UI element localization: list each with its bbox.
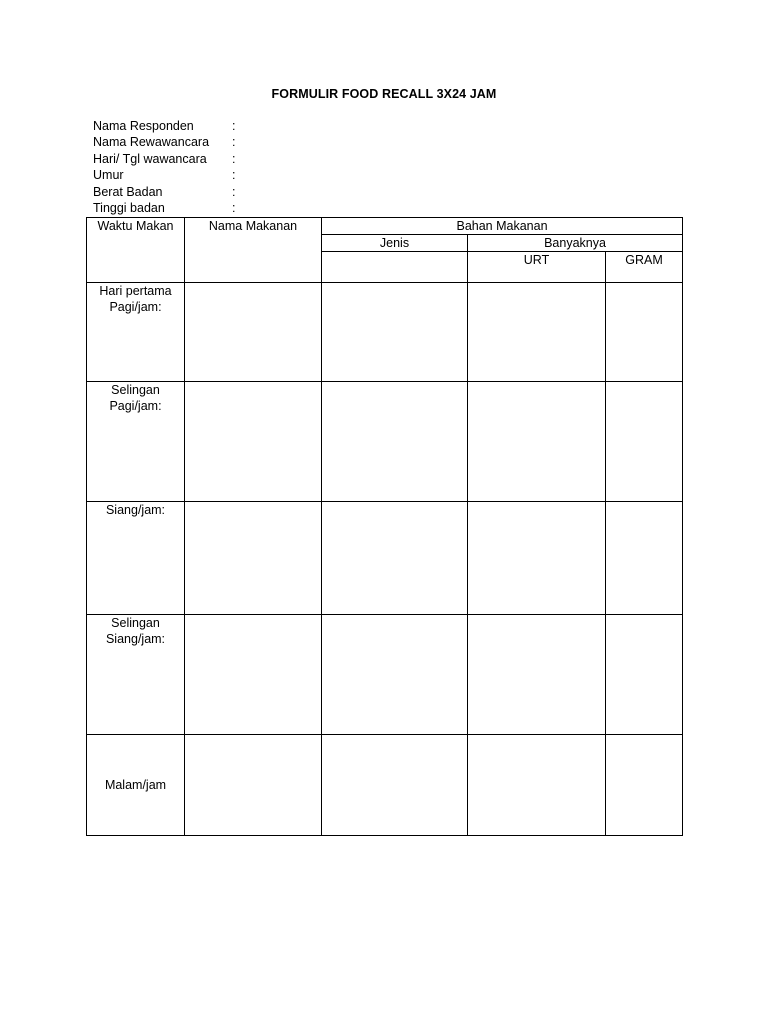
gram-cell[interactable] xyxy=(606,615,683,735)
info-row-nama-rewawancara xyxy=(93,134,393,150)
row-label-line: Hari pertama xyxy=(99,284,172,298)
row-label-line: Siang/jam: xyxy=(105,632,166,646)
urt-cell[interactable] xyxy=(468,283,606,382)
info-label: Nama Rewawancara xyxy=(93,135,210,150)
info-row-berat-badan xyxy=(93,184,393,200)
info-label: Tinggi badan xyxy=(93,200,165,215)
food-recall-table xyxy=(86,217,683,836)
header-banyaknya: Banyaknya xyxy=(468,235,683,252)
info-label: Hari/ Tgl wawancara xyxy=(93,151,207,166)
jenis-cell[interactable] xyxy=(322,735,468,836)
row-label-siang xyxy=(87,502,185,615)
jenis-cell[interactable] xyxy=(322,382,468,502)
row-label-line: Siang/jam: xyxy=(105,503,166,517)
row-label-hari-pertama xyxy=(87,283,185,382)
table-row xyxy=(87,502,683,615)
nama-makanan-cell[interactable] xyxy=(185,735,322,836)
info-row-hari-tgl xyxy=(93,151,393,167)
header-waktu-makan: Waktu Makan xyxy=(87,218,185,283)
info-colon: : xyxy=(232,200,236,215)
table-row xyxy=(87,283,683,382)
info-colon: : xyxy=(232,168,236,183)
form-title: FORMULIR FOOD RECALL 3X24 JAM xyxy=(271,87,497,101)
table-header-row xyxy=(87,218,683,235)
info-row-tinggi-badan xyxy=(93,200,393,216)
jenis-cell[interactable] xyxy=(322,502,468,615)
info-colon: : xyxy=(232,184,236,199)
jenis-empty-cell xyxy=(322,252,468,283)
header-gram: GRAM xyxy=(606,252,683,283)
table-row xyxy=(87,615,683,735)
gram-cell[interactable] xyxy=(606,382,683,502)
header-urt: URT xyxy=(468,252,606,283)
row-label-selingan-siang xyxy=(87,615,185,735)
info-label: Berat Badan xyxy=(93,184,163,199)
urt-cell[interactable] xyxy=(468,502,606,615)
row-label-line: Malam/jam xyxy=(104,778,167,792)
row-label-line: Selingan xyxy=(111,616,160,630)
nama-makanan-cell[interactable] xyxy=(185,615,322,735)
header-nama-makanan: Nama Makanan xyxy=(185,218,322,283)
respondent-info xyxy=(93,118,393,216)
nama-makanan-cell[interactable] xyxy=(185,502,322,615)
table-row xyxy=(87,382,683,502)
row-label-malam xyxy=(87,735,185,836)
header-jenis: Jenis xyxy=(322,235,468,252)
jenis-cell[interactable] xyxy=(322,283,468,382)
table-row xyxy=(87,735,683,836)
info-row-nama-responden xyxy=(93,118,393,134)
info-colon: : xyxy=(232,151,236,166)
row-label-line: Pagi/jam: xyxy=(109,300,162,314)
row-label-line: Pagi/jam: xyxy=(109,399,162,413)
urt-cell[interactable] xyxy=(468,735,606,836)
info-colon: : xyxy=(232,135,236,150)
info-label: Nama Responden xyxy=(93,119,194,133)
jenis-cell[interactable] xyxy=(322,615,468,735)
urt-cell[interactable] xyxy=(468,382,606,502)
urt-cell[interactable] xyxy=(468,615,606,735)
info-label: Umur xyxy=(93,168,124,183)
row-label-selingan-pagi xyxy=(87,382,185,502)
info-row-umur xyxy=(93,167,393,183)
gram-cell[interactable] xyxy=(606,283,683,382)
gram-cell[interactable] xyxy=(606,735,683,836)
gram-cell[interactable] xyxy=(606,502,683,615)
header-bahan-makanan: Bahan Makanan xyxy=(322,218,683,235)
info-colon: : xyxy=(232,119,236,133)
row-label-line: Selingan xyxy=(111,383,160,397)
nama-makanan-cell[interactable] xyxy=(185,283,322,382)
nama-makanan-cell[interactable] xyxy=(185,382,322,502)
